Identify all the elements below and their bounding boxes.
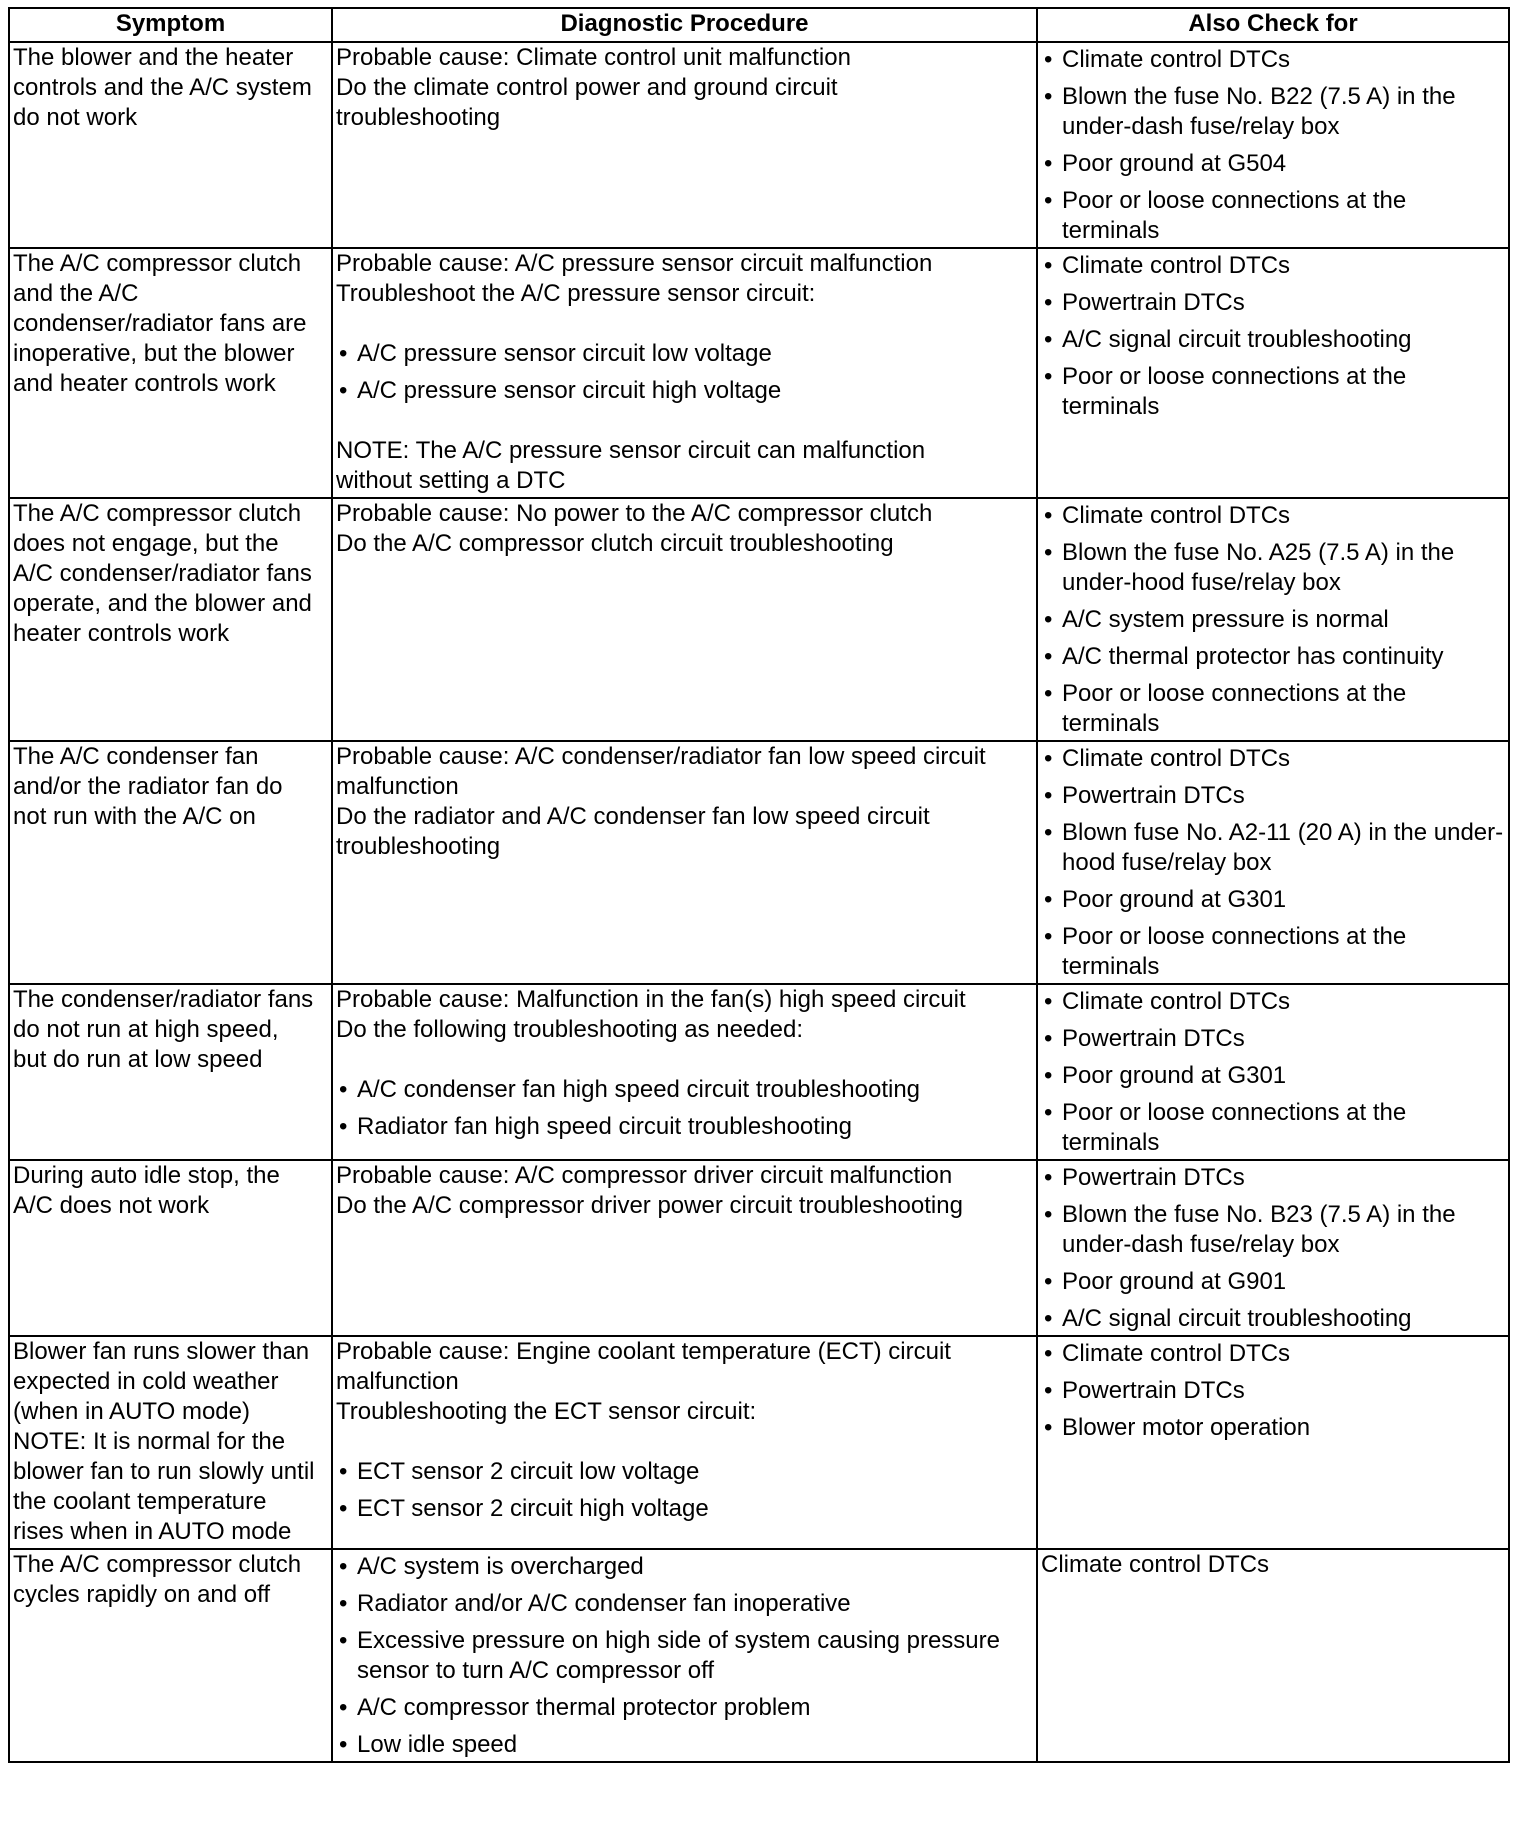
symptom-text: cycles rapidly on and off xyxy=(13,1581,271,1608)
also-check-item: • Climate control DTCs xyxy=(1041,45,1505,75)
procedure-text: Do the radiator and A/C condenser fan low speed circuit xyxy=(336,803,930,830)
table-body xyxy=(9,42,1509,1762)
procedure-text: Do the A/C compressor clutch circuit troubleshooting xyxy=(336,530,894,557)
table-row xyxy=(9,42,1509,248)
symptom-text: not run with the A/C on xyxy=(13,803,256,830)
table-row xyxy=(9,498,1509,741)
symptom-text: does not engage, but the xyxy=(13,530,279,557)
also-check-item: • Blown fuse No. A2-11 (20 A) in the under-hood fuse/relay box xyxy=(1041,818,1505,878)
procedure-bullet: • A/C compressor thermal protector problem xyxy=(336,1693,1033,1723)
also-check-item: • Poor or loose connections at the terminals xyxy=(1041,1098,1505,1158)
symptom-text: rises when in AUTO mode xyxy=(13,1518,292,1545)
procedure-bullet: • A/C system is overcharged xyxy=(336,1552,1033,1582)
symptom-text: and the A/C xyxy=(13,280,139,307)
also-check-item: • Poor ground at G504 xyxy=(1041,149,1505,179)
symptom-text: The blower and the heater xyxy=(13,44,294,71)
also-check-item: • A/C signal circuit troubleshooting xyxy=(1041,1304,1505,1334)
procedure-bullet: • Radiator and/or A/C condenser fan inoperative xyxy=(336,1589,1033,1619)
also-check-item: • Poor or loose connections at the terminals xyxy=(1041,362,1505,422)
procedure-note: without setting a DTC xyxy=(336,467,566,494)
symptom-text: The A/C compressor clutch xyxy=(13,500,302,527)
also-check-item: • Poor ground at G901 xyxy=(1041,1267,1505,1297)
symptom-text: expected in cold weather xyxy=(13,1368,279,1395)
also-check-cell xyxy=(1037,984,1509,1160)
symptom-cell xyxy=(9,741,332,984)
also-check-item: • A/C thermal protector has continuity xyxy=(1041,642,1505,672)
procedure-bullet: • Excessive pressure on high side of system causing pressure sensor to turn A/C compressor off xyxy=(336,1626,1033,1686)
procedure-cell xyxy=(332,741,1037,984)
procedure-text: troubleshooting xyxy=(336,833,501,860)
also-check-item: • Powertrain DTCs xyxy=(1041,1024,1505,1054)
also-check-item: • Powertrain DTCs xyxy=(1041,781,1505,811)
procedure-text: Troubleshoot the A/C pressure sensor circuit: xyxy=(336,280,816,307)
symptom-text: The A/C compressor clutch xyxy=(13,1551,302,1578)
also-check-list xyxy=(1041,501,1505,739)
also-check-list xyxy=(1041,1163,1505,1334)
procedure-text: Do the following troubleshooting as needed: xyxy=(336,1016,803,1043)
table-row xyxy=(9,1549,1509,1762)
diagnostic-table xyxy=(8,7,1510,1763)
procedure-text: Do the climate control power and ground circuit xyxy=(336,74,838,101)
symptom-cell xyxy=(9,1549,332,1762)
also-check-item: • Poor or loose connections at the terminals xyxy=(1041,186,1505,246)
symptom-text: (when in AUTO mode) xyxy=(13,1398,250,1425)
procedure-text: malfunction xyxy=(336,1368,459,1395)
header-symptom: Symptom xyxy=(9,8,332,42)
also-check-item: • Blown the fuse No. B22 (7.5 A) in the under-dash fuse/relay box xyxy=(1041,82,1505,142)
table-row xyxy=(9,1336,1509,1549)
symptom-cell xyxy=(9,248,332,498)
also-check-item: • Poor ground at G301 xyxy=(1041,1061,1505,1091)
procedure-text: Troubleshooting the ECT sensor circuit: xyxy=(336,1398,757,1425)
symptom-text: During auto idle stop, the xyxy=(13,1162,280,1189)
procedure-bullet: • ECT sensor 2 circuit low voltage xyxy=(336,1457,1033,1487)
procedure-bullet: • A/C pressure sensor circuit low voltage xyxy=(336,339,1033,369)
also-check-item: • Blown the fuse No. A25 (7.5 A) in the under-hood fuse/relay box xyxy=(1041,538,1505,598)
procedure-text: Probable cause: No power to the A/C compressor clutch xyxy=(336,500,933,527)
also-check-item: • Blown the fuse No. B23 (7.5 A) in the under-dash fuse/relay box xyxy=(1041,1200,1505,1260)
procedure-text: Probable cause: Malfunction in the fan(s) high speed circuit xyxy=(336,986,966,1013)
table-row xyxy=(9,1160,1509,1336)
procedure-text: malfunction xyxy=(336,773,459,800)
also-check-item: • Climate control DTCs xyxy=(1041,1339,1505,1369)
procedure-cell xyxy=(332,1549,1037,1762)
symptom-text: A/C does not work xyxy=(13,1192,210,1219)
also-check-item: • Powertrain DTCs xyxy=(1041,1163,1505,1193)
procedure-bullet: • Radiator fan high speed circuit troubleshooting xyxy=(336,1112,1033,1142)
procedure-bullet-list xyxy=(336,1075,1033,1142)
also-check-cell xyxy=(1037,1160,1509,1336)
procedure-text: Probable cause: A/C compressor driver circuit malfunction xyxy=(336,1162,953,1189)
also-check-item: • Poor or loose connections at the terminals xyxy=(1041,922,1505,982)
also-check-item: • Powertrain DTCs xyxy=(1041,1376,1505,1406)
also-check-item: • A/C signal circuit troubleshooting xyxy=(1041,325,1505,355)
symptom-cell xyxy=(9,984,332,1160)
also-check-list xyxy=(1041,251,1505,422)
also-check-cell xyxy=(1037,248,1509,498)
procedure-text: Do the A/C compressor driver power circuit troubleshooting xyxy=(336,1192,963,1219)
procedure-bullet: • A/C condenser fan high speed circuit troubleshooting xyxy=(336,1075,1033,1105)
header-diagnostic-procedure: Diagnostic Procedure xyxy=(332,8,1037,42)
symptom-text: and heater controls work xyxy=(13,370,276,397)
symptom-text: inoperative, but the blower xyxy=(13,340,295,367)
also-check-list xyxy=(1041,1339,1505,1443)
header-also-check-for: Also Check for xyxy=(1037,8,1509,42)
also-check-cell xyxy=(1037,42,1509,248)
procedure-bullet-list xyxy=(336,1552,1033,1760)
also-check-cell xyxy=(1037,1549,1509,1762)
also-check-cell xyxy=(1037,1336,1509,1549)
symptom-text: controls and the A/C system xyxy=(13,74,312,101)
symptom-text: The condenser/radiator fans xyxy=(13,986,314,1013)
also-check-item: • Powertrain DTCs xyxy=(1041,288,1505,318)
symptom-text: heater controls work xyxy=(13,620,230,647)
procedure-bullet-list xyxy=(336,339,1033,406)
also-check-item: • Climate control DTCs xyxy=(1041,501,1505,531)
also-check-text: Climate control DTCs xyxy=(1041,1551,1270,1578)
symptom-text: Blower fan runs slower than xyxy=(13,1338,310,1365)
header-row xyxy=(9,8,1509,42)
also-check-item: • Climate control DTCs xyxy=(1041,987,1505,1017)
procedure-bullet: • Low idle speed xyxy=(336,1730,1033,1760)
table-row xyxy=(9,741,1509,984)
also-check-item: • Poor or loose connections at the terminals xyxy=(1041,679,1505,739)
procedure-text: Probable cause: A/C condenser/radiator fan low speed circuit xyxy=(336,743,986,770)
procedure-cell xyxy=(332,984,1037,1160)
procedure-bullet: • A/C pressure sensor circuit high voltage xyxy=(336,376,1033,406)
procedure-note: NOTE: The A/C pressure sensor circuit can malfunction xyxy=(336,437,926,464)
also-check-list xyxy=(1041,45,1505,246)
symptom-cell xyxy=(9,1336,332,1549)
also-check-item: • Poor ground at G301 xyxy=(1041,885,1505,915)
table-row xyxy=(9,248,1509,498)
symptom-text: condenser/radiator fans are xyxy=(13,310,307,337)
symptom-text: operate, and the blower and xyxy=(13,590,312,617)
procedure-cell xyxy=(332,1160,1037,1336)
also-check-item: • A/C system pressure is normal xyxy=(1041,605,1505,635)
procedure-text: Probable cause: Engine coolant temperature (ECT) circuit xyxy=(336,1338,951,1365)
symptom-text: A/C condenser/radiator fans xyxy=(13,560,312,587)
procedure-text: Probable cause: Climate control unit malfunction xyxy=(336,44,851,71)
symptom-text: and/or the radiator fan do xyxy=(13,773,283,800)
also-check-item: • Climate control DTCs xyxy=(1041,251,1505,281)
procedure-bullet: • ECT sensor 2 circuit high voltage xyxy=(336,1494,1033,1524)
symptom-text: do not work xyxy=(13,104,138,131)
procedure-cell xyxy=(332,1336,1037,1549)
procedure-cell xyxy=(332,248,1037,498)
procedure-cell xyxy=(332,42,1037,248)
also-check-list xyxy=(1041,987,1505,1158)
symptom-cell xyxy=(9,1160,332,1336)
symptom-text: The A/C condenser fan xyxy=(13,743,259,770)
also-check-item: • Climate control DTCs xyxy=(1041,744,1505,774)
also-check-cell xyxy=(1037,498,1509,741)
symptom-cell xyxy=(9,42,332,248)
symptom-text: blower fan to run slowly until xyxy=(13,1458,315,1485)
symptom-cell xyxy=(9,498,332,741)
symptom-text: but do run at low speed xyxy=(13,1046,263,1073)
procedure-cell xyxy=(332,498,1037,741)
symptom-text: The A/C compressor clutch xyxy=(13,250,302,277)
also-check-list xyxy=(1041,744,1505,982)
procedure-text: troubleshooting xyxy=(336,104,501,131)
procedure-text: Probable cause: A/C pressure sensor circuit malfunction xyxy=(336,250,933,277)
table-row xyxy=(9,984,1509,1160)
symptom-text: do not run at high speed, xyxy=(13,1016,279,1043)
also-check-cell xyxy=(1037,741,1509,984)
symptom-text: NOTE: It is normal for the xyxy=(13,1428,286,1455)
also-check-item: • Blower motor operation xyxy=(1041,1413,1505,1443)
symptom-text: the coolant temperature xyxy=(13,1488,267,1515)
procedure-bullet-list xyxy=(336,1457,1033,1524)
